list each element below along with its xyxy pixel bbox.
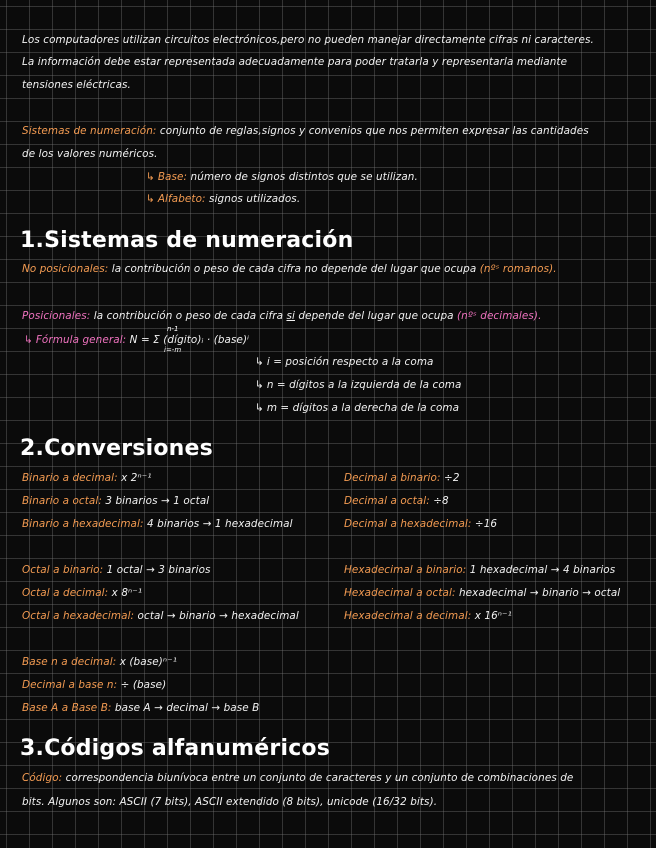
formula-i	[255, 356, 434, 368]
alfa-term: Alfabeto:	[157, 193, 206, 205]
nopos-paren: (nºˢ romanos).	[479, 263, 557, 275]
base-text: número de signos distintos que se utilizan.	[187, 171, 418, 183]
hook-arrow-icon: ↳	[24, 334, 33, 346]
pos-term: Posicionales:	[22, 310, 91, 322]
def-term: Sistemas de numeración:	[22, 125, 157, 137]
conv-term: Decimal a binario:	[344, 472, 441, 484]
sum-upper: n-1	[167, 325, 179, 333]
conv-term: Decimal a hexadecimal:	[344, 518, 472, 530]
conv-text: ÷16	[471, 518, 498, 530]
pos-text: la contribución o peso de cada cifra	[90, 310, 287, 322]
conv-text: x 16ⁿ⁻¹	[471, 610, 512, 622]
section-1-title: 1.Sistemas de numeración	[20, 228, 354, 253]
conv-term: Decimal a octal:	[344, 495, 430, 507]
conv-text: 1 hexadecimal → 4 binarios	[466, 564, 616, 576]
conv-hex-octal	[344, 587, 620, 599]
conv-term: Octal a hexadecimal:	[22, 610, 135, 622]
conv-hex-decimal	[344, 610, 512, 622]
def-line-2: de los valores numéricos.	[22, 148, 158, 160]
conv-text: octal → binario → hexadecimal	[134, 610, 299, 622]
conv-term: Binario a octal:	[22, 495, 102, 507]
conv-decimal-hex	[344, 518, 497, 530]
pos-paren: (nºˢ decimales).	[457, 310, 542, 322]
conv-binario-octal	[22, 495, 209, 507]
conv-term: Binario a decimal:	[22, 472, 118, 484]
conv-text: base A → decimal → base B	[111, 702, 260, 714]
hook-arrow-icon: ↳	[255, 356, 264, 368]
hook-arrow-icon: ↳	[255, 379, 264, 391]
hook-arrow-icon: ↳	[255, 402, 264, 414]
conv-text: x 2ⁿ⁻¹	[117, 472, 152, 484]
conv-term: Octal a binario:	[22, 564, 104, 576]
conv-text: 4 binarios → 1 hexadecimal	[143, 518, 293, 530]
conv-term: Octal a decimal:	[22, 587, 109, 599]
nopos-text: la contribución o peso de cada cifra no depende del lugar que ocupa	[108, 263, 480, 275]
formula-i-text: i = posición respecto a la coma	[266, 356, 434, 368]
section-3-title: 3.Códigos alfanuméricos	[20, 736, 331, 761]
conv-base-a-base-b	[22, 702, 259, 714]
conv-text: 1 octal → 3 binarios	[103, 564, 211, 576]
formula-general	[24, 334, 249, 346]
conv-octal-decimal	[22, 587, 142, 599]
no-posicionales	[22, 263, 557, 275]
def-line-1	[22, 125, 589, 137]
conv-term: Base A a Base B:	[22, 702, 112, 714]
sum-lower: i=-m	[164, 346, 182, 354]
conv-binario-decimal	[22, 472, 152, 484]
section-2-title: 2.Conversiones	[20, 436, 213, 461]
formula-n-text: n = dígitos a la izquierda de la coma	[266, 379, 462, 391]
pos-text-2: depende del lugar que ocupa	[294, 310, 458, 322]
base-term: Base:	[157, 171, 188, 183]
conv-term: Hexadecimal a binario:	[344, 564, 467, 576]
conv-decimal-binario	[344, 472, 460, 484]
conv-decimal-base-n	[22, 679, 166, 691]
conv-binario-hex	[22, 518, 293, 530]
intro-line-1: Los computadores utilizan circuitos electrónicos,pero no pueden manejar directamente cifras ni caracteres.	[22, 34, 594, 46]
codigo-text: correspondencia biunívoca entre un conjunto de caracteres y un conjunto de combinaciones de	[62, 772, 574, 784]
intro-line-3: tensiones eléctricas.	[22, 79, 131, 91]
hook-arrow-icon: ↳	[146, 193, 155, 205]
conv-term: Hexadecimal a decimal:	[344, 610, 472, 622]
formula-m-text: m = dígitos a la derecha de la coma	[266, 402, 460, 414]
conv-term: Binario a hexadecimal:	[22, 518, 144, 530]
def-text: conjunto de reglas,signos y convenios que nos permiten expresar las cantidades	[156, 125, 589, 137]
nopos-term: No posicionales:	[22, 263, 109, 275]
def-alfabeto	[146, 193, 300, 205]
conv-octal-binario	[22, 564, 211, 576]
formula-term: Fórmula general:	[35, 334, 127, 346]
conv-text: ÷2	[440, 472, 460, 484]
pos-si: si	[286, 310, 295, 322]
def-base	[146, 171, 418, 183]
conv-text: ÷8	[429, 495, 449, 507]
intro-line-2: La información debe estar representada adecuadamente para poder tratarla y representarla mediante	[22, 56, 568, 68]
conv-decimal-octal	[344, 495, 449, 507]
conv-term: Hexadecimal a octal:	[344, 587, 456, 599]
alfa-text: signos utilizados.	[205, 193, 301, 205]
conv-base-n-decimal	[22, 656, 177, 668]
codigo-line-2: bits. Algunos son: ASCII (7 bits), ASCII extendido (8 bits), unicode (16/32 bits).	[22, 796, 438, 808]
conv-text: ÷ (base)	[117, 679, 167, 691]
hook-arrow-icon: ↳	[146, 171, 155, 183]
formula-text: N = Σ (dígito)ᵢ · (base)ⁱ	[126, 334, 250, 346]
formula-m	[255, 402, 459, 414]
posicionales	[22, 310, 541, 322]
conv-text: hexadecimal → binario → octal	[455, 587, 621, 599]
conv-hex-binario	[344, 564, 615, 576]
conv-text: 3 binarios → 1 octal	[101, 495, 210, 507]
codigo-term: Código:	[22, 772, 63, 784]
conv-octal-hex	[22, 610, 299, 622]
conv-term: Base n a decimal:	[22, 656, 117, 668]
conv-text: x 8ⁿ⁻¹	[108, 587, 143, 599]
codigo-line-1	[22, 772, 573, 784]
formula-n	[255, 379, 462, 391]
conv-term: Decimal a base n:	[22, 679, 118, 691]
conv-text: x (base)ⁿ⁻¹	[116, 656, 177, 668]
